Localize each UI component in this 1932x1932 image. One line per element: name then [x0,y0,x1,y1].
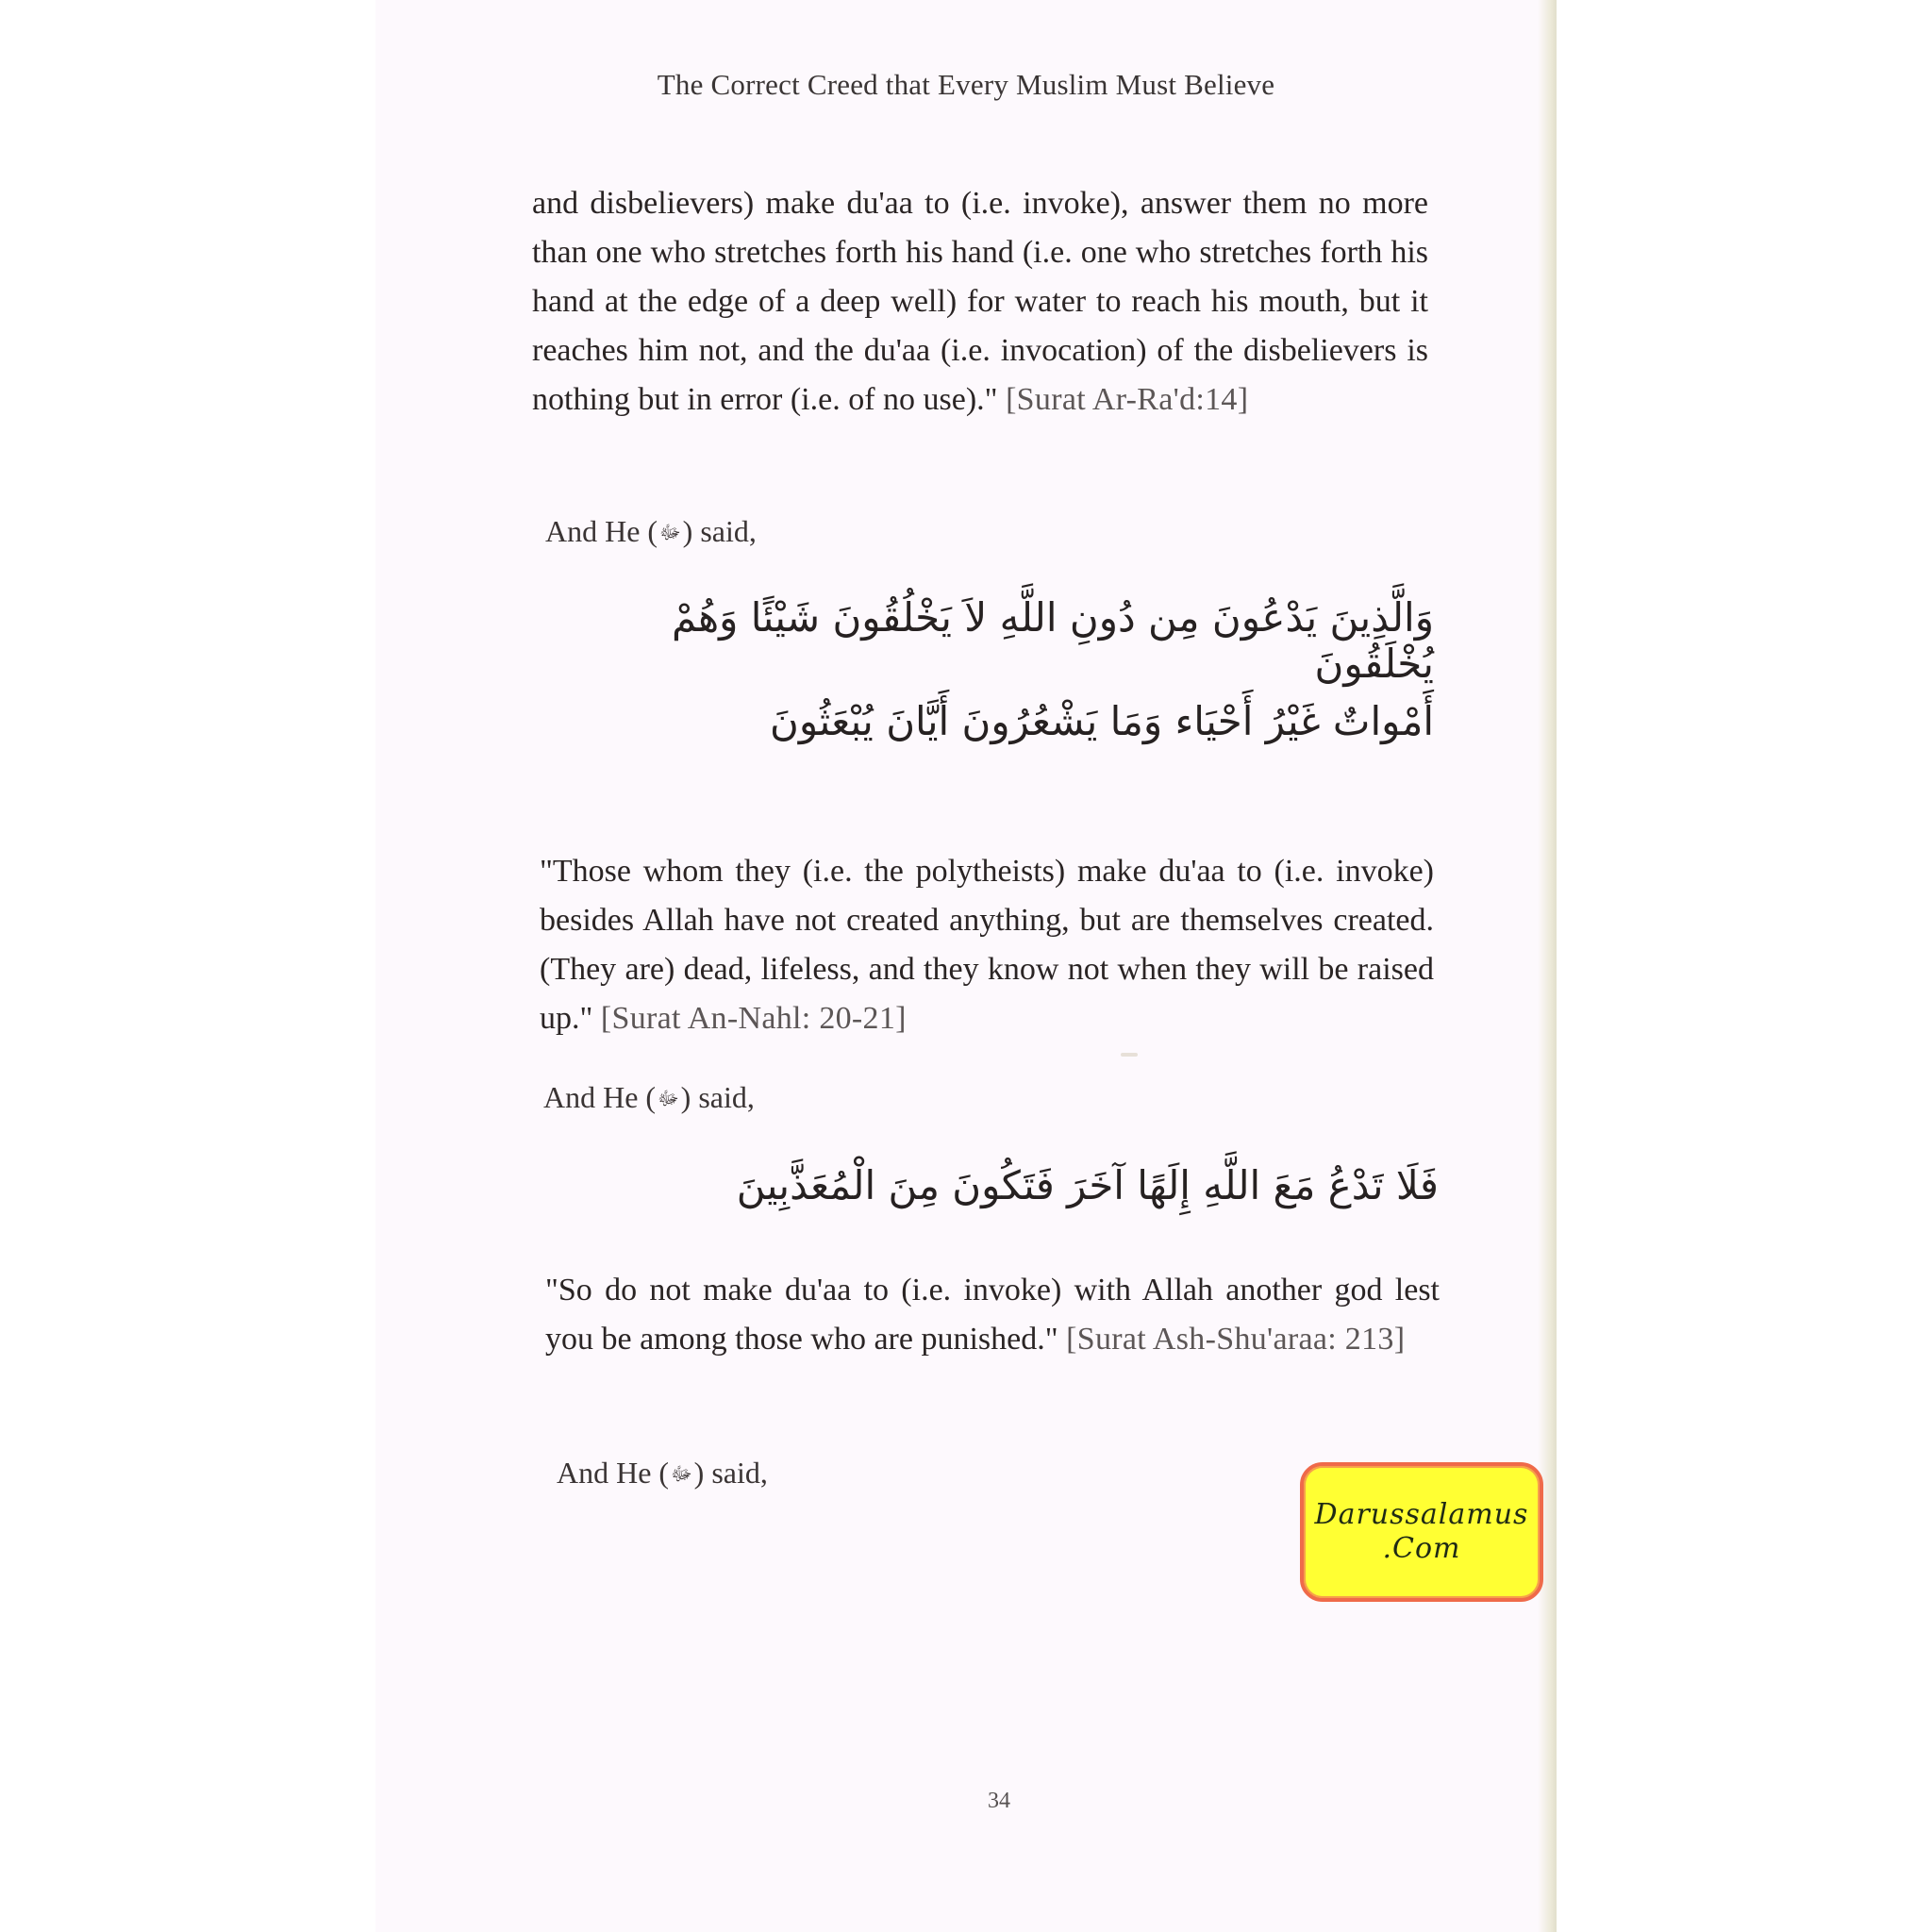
translation-paragraph-ar-rad [532,179,1428,425]
scan-speck [1121,1053,1138,1057]
surah-citation: [Surat Ar-Ra'd:14] [1006,382,1249,417]
intro-line [557,1456,768,1491]
running-header: The Correct Creed that Every Muslim Must Believe [657,68,1275,101]
intro-text-before: And He ( [545,514,658,548]
honorific-glyph-icon: ﷻ [671,1464,692,1485]
watermark-line-2: .Com [1382,1532,1461,1565]
surah-citation: [Surat An-Nahl: 20-21] [600,1001,907,1036]
page-edge-shadow [1538,0,1557,1932]
arabic-verse-line: فَلَا تَدْعُ مَعَ اللَّهِ إِلَهًا آخَرَ فَتَكُونَ مِنَ الْمُعَذَّبِينَ [736,1162,1439,1208]
intro-text-before: And He ( [543,1080,657,1114]
intro-text-after: ) said, [680,1080,755,1114]
translation-text: "Those whom they (i.e. the polytheists) make du'aa to (i.e. invoke) besides Allah have not created anything, but are themselves created. (They are) dead, lifeless, and they know not when they will be raised up." [540,854,1434,1036]
honorific-glyph-icon: ﷻ [658,1089,679,1109]
intro-line [545,514,757,549]
watermark-line-1: Darussalamus [1314,1498,1529,1531]
translation-paragraph-an-nahl [540,847,1434,1043]
darussalamus-watermark-badge [1300,1462,1543,1602]
intro-line [543,1080,755,1115]
translation-paragraph-ash-shuaraa [545,1266,1440,1364]
page-number: 34 [988,1789,1010,1813]
arabic-verse-line: أَمْواتٌ غَيْرُ أَحْيَاء وَمَا يَشْعُرُونَ أَيَّانَ يُبْعَثُونَ [770,698,1434,744]
honorific-glyph-icon: ﷻ [659,523,681,543]
arabic-verse-line: وَالَّذِينَ يَدْعُونَ مِن دُونِ اللَّهِ لاَ يَخْلُقُونَ شَيْئًا وَهُمْ يُخْلَقُونَ [672,594,1434,687]
translation-text: and disbelievers) make du'aa to (i.e. invoke), answer them no more than one who stretches forth his hand (i.e. one who stretches forth his hand at the edge of a deep well) for water to reach his mouth, but it reaches him not, and the du'aa (i.e. invocation) of the disbelievers is nothing but in error (i.e. of no use)." [532,186,1428,417]
translation-text: "So do not make du'aa to (i.e. invoke) with Allah another god lest you be among those who are punished." [545,1273,1440,1357]
intro-text-after: ) said, [693,1456,768,1490]
surah-citation: [Surat Ash-Shu'araa: 213] [1066,1322,1406,1357]
intro-text-after: ) said, [682,514,757,548]
intro-text-before: And He ( [557,1456,670,1490]
